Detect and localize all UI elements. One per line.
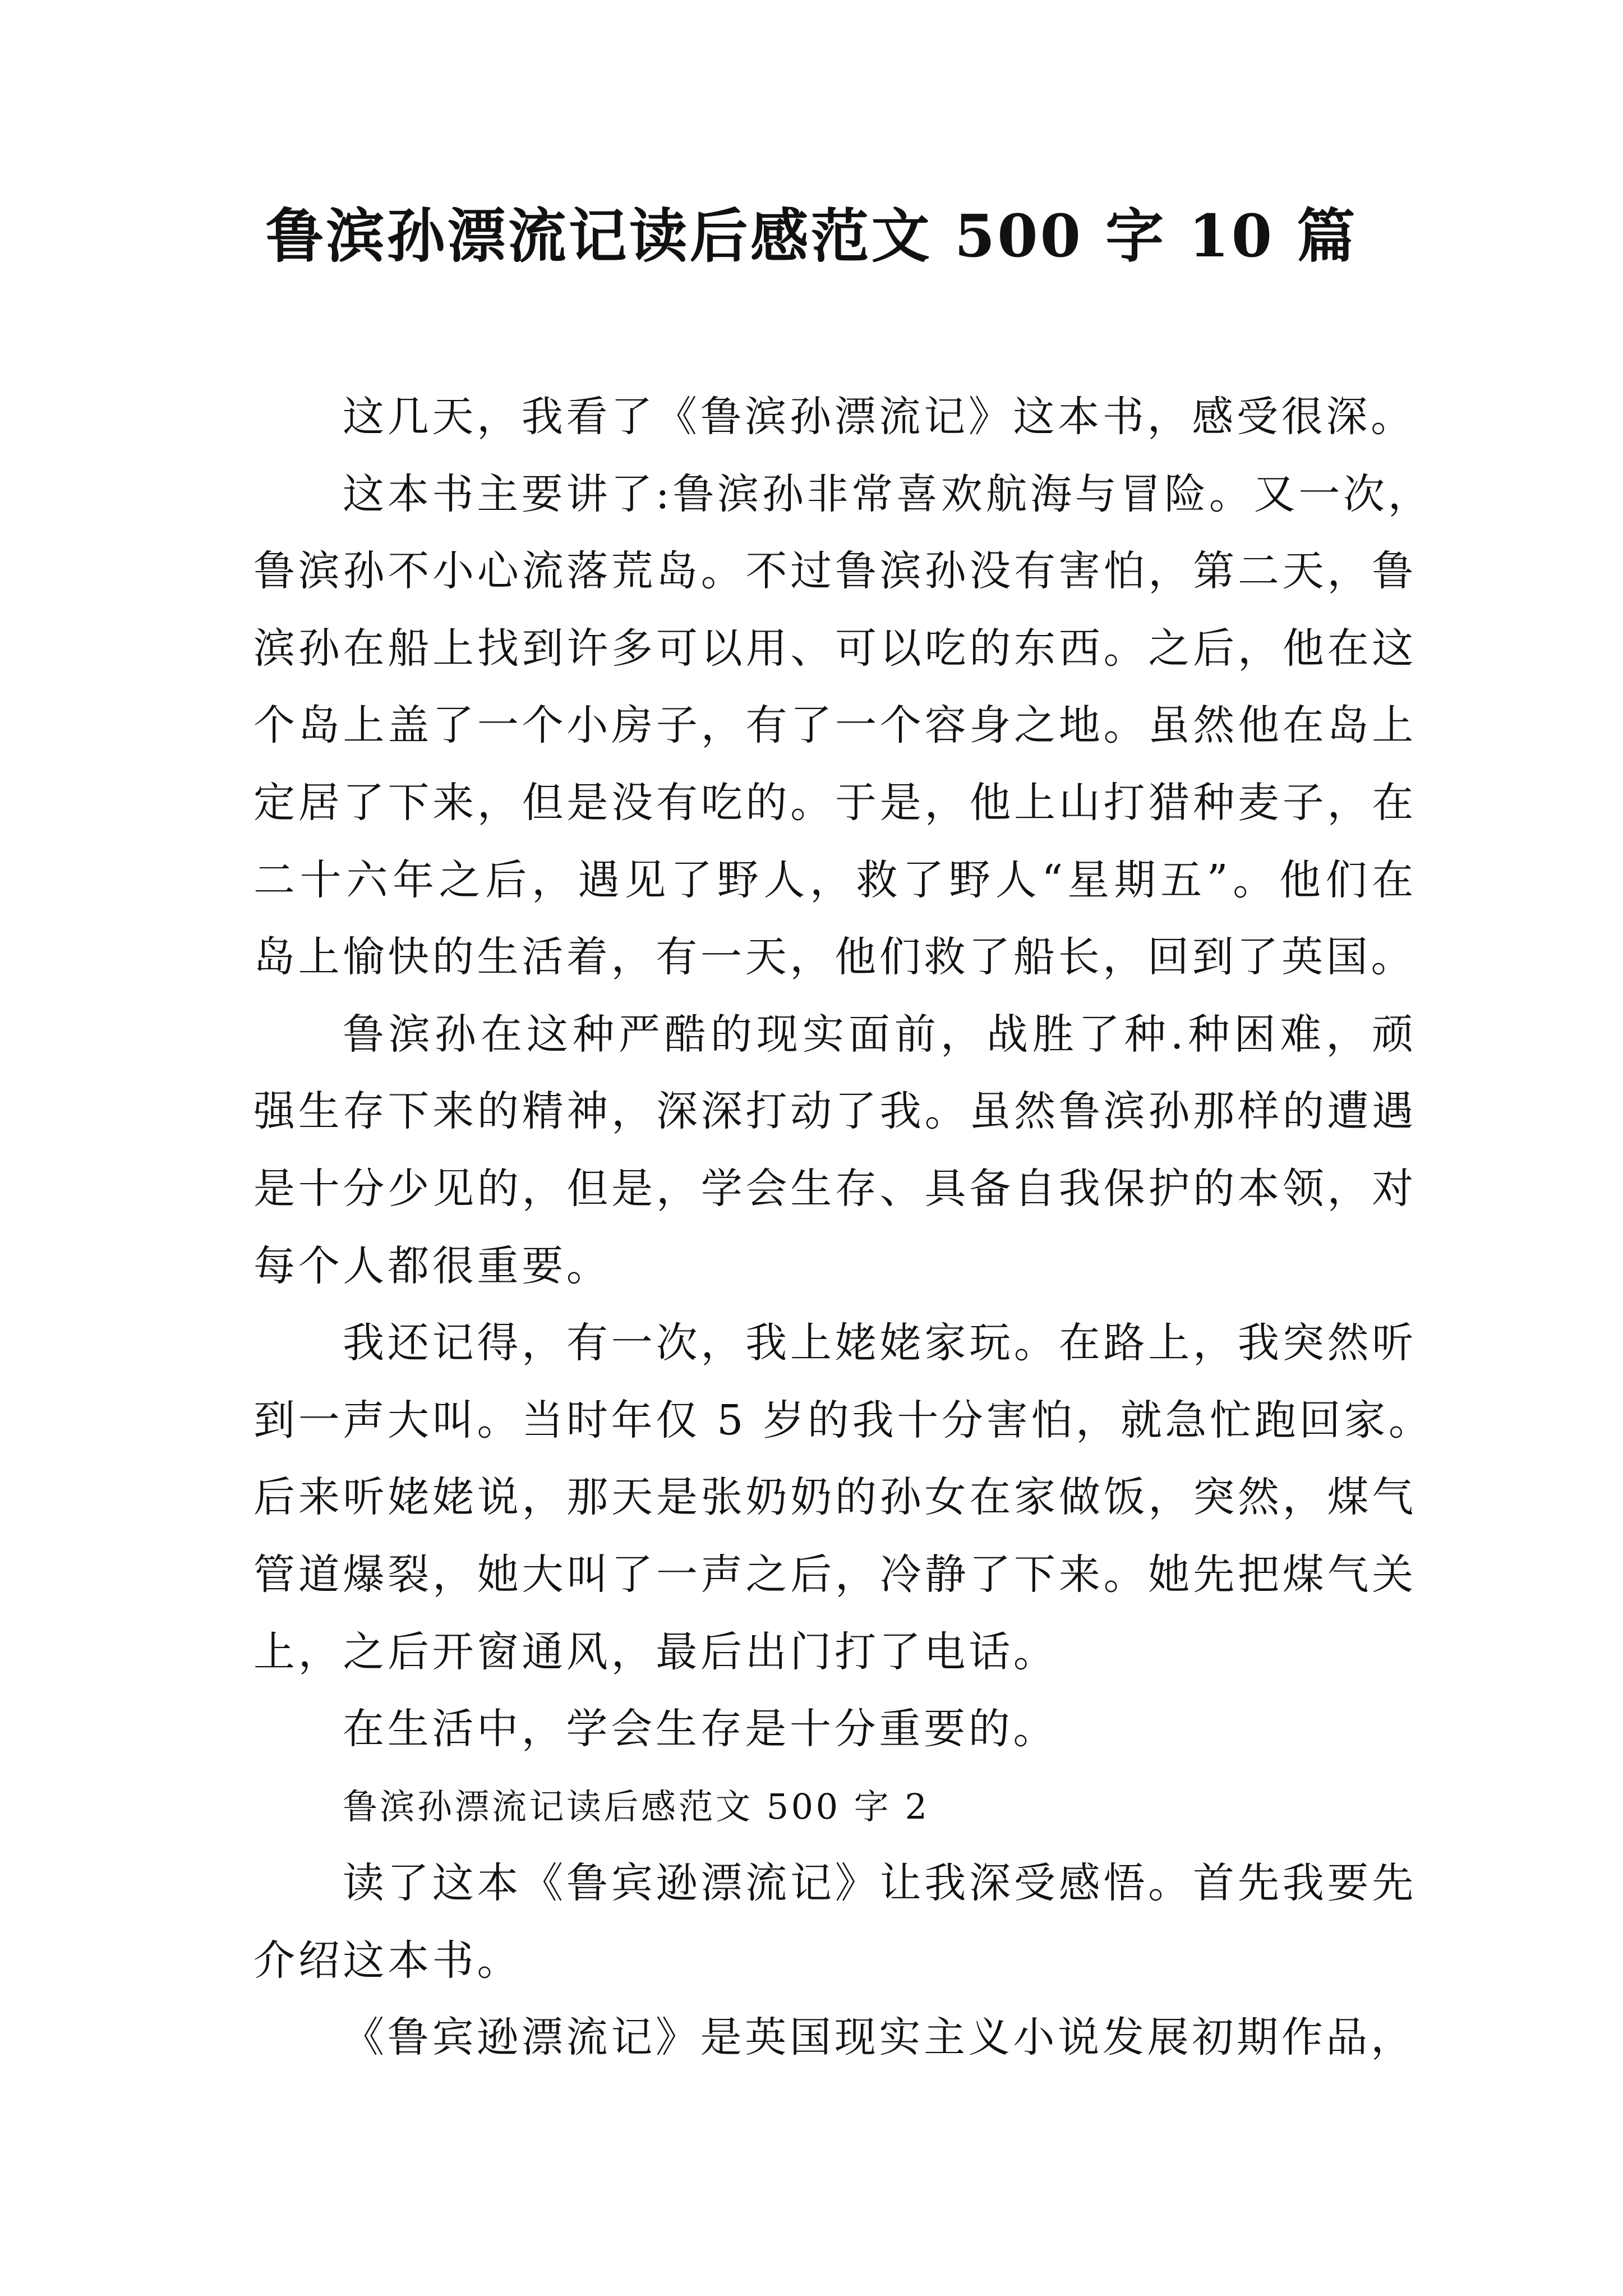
- text-line: 岛上愉快的生活着，有一天，他们救了船长，回到了英国。: [253, 933, 1416, 982]
- text-line: 到一声大叫。当时年仅 5 岁的我十分害怕，就急忙跑回家。: [253, 1396, 1433, 1444]
- text-line: 二十六年之后，遇见了野人，救了野人“星期五”。他们在: [253, 855, 1417, 904]
- text-line: 这几天，我看了《鲁滨孙漂流记》这本书，感受很深。: [343, 393, 1415, 441]
- text-line: 定居了下来，但是没有吃的。于是，他上山打猎种麦子，在: [253, 778, 1417, 827]
- document-body: [253, 379, 1433, 2077]
- section-heading: 鲁滨孙漂流记读后感范文 500 字 2: [343, 1786, 930, 1827]
- paragraph: [253, 456, 1433, 996]
- text-line: 每个人都很重要。: [253, 1241, 611, 1290]
- text-line: 读了这本《鲁宾逊漂流记》让我深受感悟。首先我要先: [343, 1859, 1417, 1908]
- text-line: 个岛上盖了一个小房子，有了一个容身之地。虽然他在岛上: [253, 701, 1417, 750]
- text-line: 介绍这本书。: [253, 1936, 522, 1985]
- text-line: 强生存下来的精神，深深打动了我。虽然鲁滨孙那样的遭遇: [253, 1087, 1417, 1136]
- text-line: 这本书主要讲了:鲁滨孙非常喜欢航海与冒险。又一次，: [343, 470, 1433, 518]
- text-line: 在生活中，学会生存是十分重要的。: [343, 1705, 1058, 1754]
- paragraph: [253, 996, 1417, 1305]
- text-line: 我还记得，有一次，我上姥姥家玩。在路上，我突然听: [343, 1319, 1417, 1368]
- paragraph: [253, 1691, 1417, 1768]
- paragraph: [253, 379, 1417, 456]
- text-line: 上，之后开窗通风，最后出门打了电话。: [253, 1627, 1058, 1676]
- essay-section: [253, 379, 1433, 1768]
- text-line: 鲁滨孙在这种严酷的现实面前，战胜了种.种困难，顽: [343, 1010, 1417, 1059]
- text-line: 《鲁宾逊漂流记》是英国现实主义小说发展初期作品，: [343, 2013, 1415, 2062]
- essay-section: [253, 1768, 1417, 2077]
- page-title: 鲁滨孙漂流记读后感范文 500 字 10 篇: [265, 201, 1358, 270]
- paragraph: [253, 1999, 1417, 2077]
- text-line: 是十分少见的，但是，学会生存、具备自我保护的本领，对: [253, 1164, 1417, 1213]
- text-line: 鲁滨孙不小心流落荒岛。不过鲁滨孙没有害怕，第二天，鲁: [253, 547, 1417, 596]
- text-line: 后来听姥姥说，那天是张奶奶的孙女在家做饭，突然，煤气: [253, 1473, 1417, 1522]
- text-line: 滨孙在船上找到许多可以用、可以吃的东西。之后，他在这: [253, 624, 1417, 673]
- text-line: 管道爆裂，她大叫了一声之后，冷静了下来。她先把煤气关: [253, 1550, 1417, 1599]
- paragraph: [253, 1845, 1417, 1999]
- paragraph: [253, 1305, 1433, 1691]
